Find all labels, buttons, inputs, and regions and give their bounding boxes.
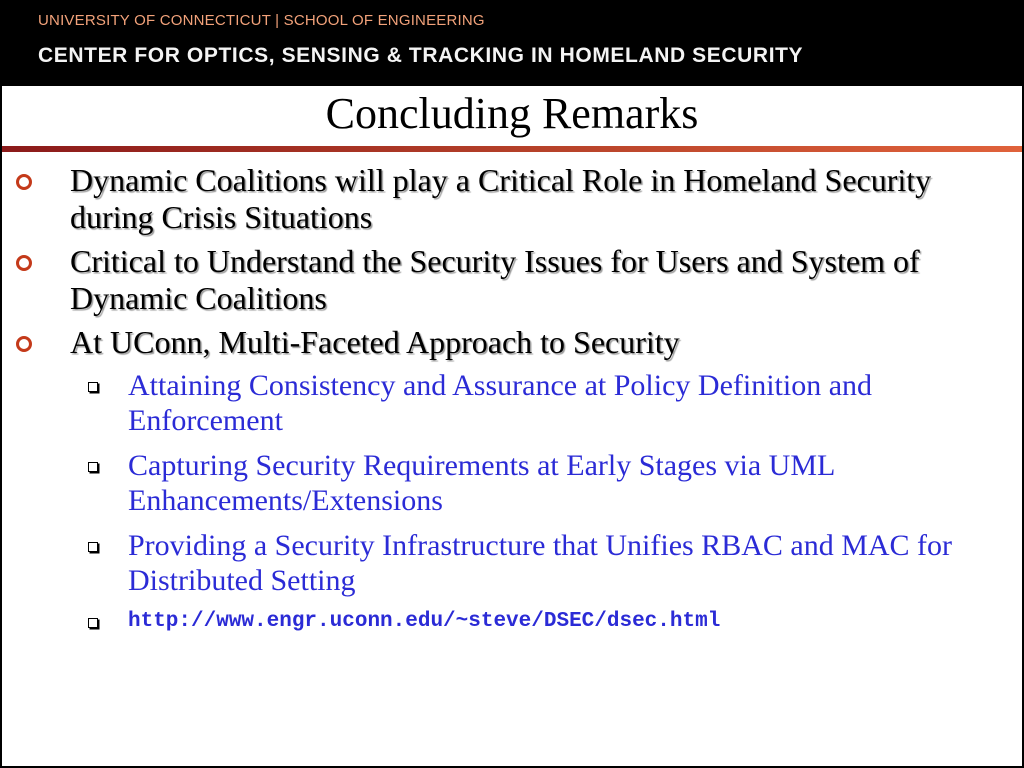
circle-bullet-icon <box>16 174 32 190</box>
slide-title: Concluding Remarks <box>325 89 699 138</box>
slide-body <box>2 162 1022 646</box>
square-bullet-icon <box>88 382 98 392</box>
bullet-text: At UConn, Multi-Faceted Approach to Security <box>70 324 680 360</box>
subbullet-item <box>2 368 1022 438</box>
square-bullet-icon <box>88 618 98 628</box>
project-url-link[interactable]: http://www.engr.uconn.edu/~steve/DSEC/dsec.html <box>128 610 721 633</box>
bullet-item <box>2 324 1022 361</box>
subbullet-item <box>2 448 1022 518</box>
bullet-text: Dynamic Coalitions will play a Critical Role in Homeland Security during Crisis Situations <box>70 162 932 235</box>
header-banner <box>2 2 1022 86</box>
subbullet-text: Providing a Security Infrastructure that Unifies RBAC and MAC for Distributed Setting <box>128 529 953 597</box>
bullet-text: Critical to Understand the Security Issues for Users and System of Dynamic Coalitions <box>70 243 920 316</box>
banner-center-name: CENTER FOR OPTICS, SENSING & TRACKING IN HOMELAND SECURITY <box>38 44 804 67</box>
title-divider <box>2 146 1022 152</box>
square-bullet-icon <box>88 542 98 552</box>
subbullet-item <box>2 528 1022 598</box>
square-bullet-icon <box>88 462 98 472</box>
subbullet-item <box>2 608 1022 636</box>
subbullet-text: Capturing Security Requirements at Early Stages via UML Enhancements/Extensions <box>128 449 835 517</box>
circle-bullet-icon <box>16 255 32 271</box>
circle-bullet-icon <box>16 336 32 352</box>
subbullet-text: Attaining Consistency and Assurance at Policy Definition and Enforcement <box>128 369 873 437</box>
banner-institution: UNIVERSITY OF CONNECTICUT | SCHOOL OF ENGINEERING <box>38 12 485 29</box>
bullet-item <box>2 243 1022 317</box>
bullet-item <box>2 162 1022 236</box>
